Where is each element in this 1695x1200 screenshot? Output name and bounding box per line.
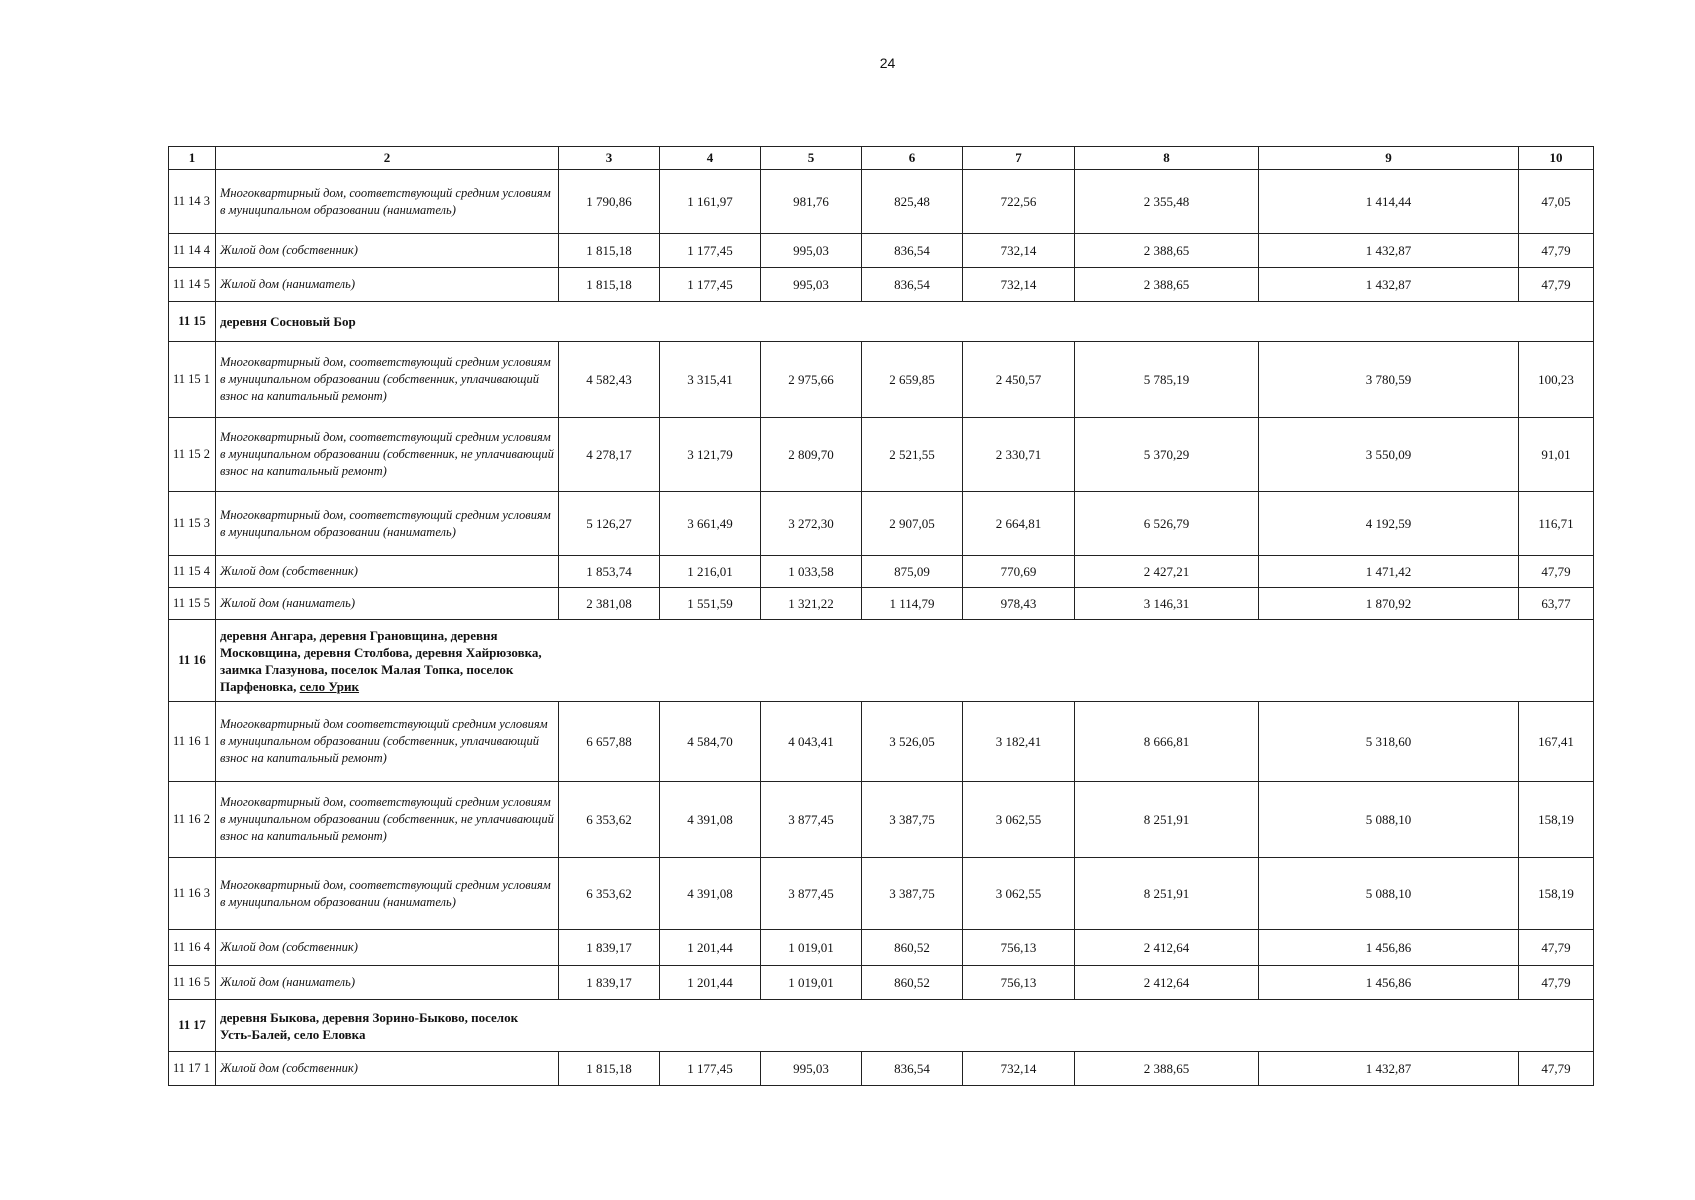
row-value: 2 907,05 <box>862 492 963 556</box>
row-value: 1 456,86 <box>1259 930 1519 966</box>
header-row <box>169 147 1594 170</box>
row-value: 4 582,43 <box>559 342 660 418</box>
row-value: 2 388,65 <box>1075 234 1259 268</box>
row-value: 3 062,55 <box>963 858 1075 930</box>
row-value: 1 839,17 <box>559 930 660 966</box>
table-row <box>169 1052 1594 1086</box>
column-header: 3 <box>559 147 660 170</box>
row-name: Многоквартирный дом, соответствующий средним условиям в муниципальном образовании (наниматель) <box>216 170 559 234</box>
row-value: 732,14 <box>963 234 1075 268</box>
row-value: 836,54 <box>862 1052 963 1086</box>
row-value: 1 853,74 <box>559 556 660 588</box>
row-value: 4 391,08 <box>660 782 761 858</box>
row-value: 5 370,29 <box>1075 418 1259 492</box>
row-value: 3 062,55 <box>963 782 1075 858</box>
row-name: Жилой дом (собственник) <box>216 556 559 588</box>
row-value: 1 815,18 <box>559 268 660 302</box>
row-value: 860,52 <box>862 966 963 1000</box>
row-value: 836,54 <box>862 268 963 302</box>
row-value: 3 387,75 <box>862 858 963 930</box>
table-row <box>169 268 1594 302</box>
column-header: 7 <box>963 147 1075 170</box>
row-value: 3 272,30 <box>761 492 862 556</box>
row-name: Жилой дом (наниматель) <box>216 966 559 1000</box>
row-value: 63,77 <box>1519 588 1594 620</box>
row-value: 981,76 <box>761 170 862 234</box>
row-name: Многоквартирный дом соответствующий средним условиям в муниципальном образовании (собственник, уплачивающий взнос на капитальный ремонт) <box>216 702 559 782</box>
row-code: 11 14 4 <box>169 234 216 268</box>
row-value: 158,19 <box>1519 782 1594 858</box>
row-value: 5 318,60 <box>1259 702 1519 782</box>
row-name: Многоквартирный дом, соответствующий средним условиям в муниципальном образовании (наниматель) <box>216 492 559 556</box>
row-value: 2 659,85 <box>862 342 963 418</box>
row-value: 2 975,66 <box>761 342 862 418</box>
section-title <box>216 1000 1594 1052</box>
table-row <box>169 418 1594 492</box>
row-code: 11 14 3 <box>169 170 216 234</box>
row-value: 1 321,22 <box>761 588 862 620</box>
row-value: 6 353,62 <box>559 858 660 930</box>
row-value: 1 201,44 <box>660 966 761 1000</box>
row-value: 5 088,10 <box>1259 858 1519 930</box>
row-code: 11 15 5 <box>169 588 216 620</box>
row-code: 11 15 2 <box>169 418 216 492</box>
table-row <box>169 966 1594 1000</box>
row-value: 3 315,41 <box>660 342 761 418</box>
row-value: 4 043,41 <box>761 702 862 782</box>
tariff-table <box>168 146 1594 1086</box>
row-value: 91,01 <box>1519 418 1594 492</box>
row-value: 1 432,87 <box>1259 234 1519 268</box>
row-value: 2 355,48 <box>1075 170 1259 234</box>
row-value: 2 427,21 <box>1075 556 1259 588</box>
row-value: 8 251,91 <box>1075 858 1259 930</box>
row-code: 11 16 5 <box>169 966 216 1000</box>
row-value: 4 278,17 <box>559 418 660 492</box>
row-code: 11 16 2 <box>169 782 216 858</box>
section-title <box>216 620 1594 702</box>
row-name: Многоквартирный дом, соответствующий средним условиям в муниципальном образовании (наниматель) <box>216 858 559 930</box>
table-row <box>169 234 1594 268</box>
table-row <box>169 588 1594 620</box>
row-name: Многоквартирный дом, соответствующий средним условиям в муниципальном образовании (собственник, не уплачивающий взнос на капитальный ремонт) <box>216 418 559 492</box>
table-row <box>169 930 1594 966</box>
row-name: Жилой дом (собственник) <box>216 1052 559 1086</box>
row-value: 2 412,64 <box>1075 966 1259 1000</box>
row-value: 8 251,91 <box>1075 782 1259 858</box>
row-value: 995,03 <box>761 1052 862 1086</box>
row-value: 3 146,31 <box>1075 588 1259 620</box>
row-value: 1 177,45 <box>660 268 761 302</box>
row-value: 47,79 <box>1519 1052 1594 1086</box>
page-number: 24 <box>879 55 896 71</box>
section-title <box>216 302 1594 342</box>
row-value: 4 192,59 <box>1259 492 1519 556</box>
section-row <box>169 620 1594 702</box>
row-value: 5 785,19 <box>1075 342 1259 418</box>
row-value: 756,13 <box>963 966 1075 1000</box>
row-code: 11 16 3 <box>169 858 216 930</box>
row-value: 4 584,70 <box>660 702 761 782</box>
row-value: 1 432,87 <box>1259 268 1519 302</box>
section-title-text: деревня Быкова, деревня Зорино-Быково, поселок Усть-Балей, село Еловка <box>220 1009 519 1042</box>
row-value: 1 815,18 <box>559 234 660 268</box>
section-row <box>169 1000 1594 1052</box>
column-header: 2 <box>216 147 559 170</box>
section-title-text: деревня Ангара, деревня Грановщина, деревня Московщина, деревня Столбова, деревня Хайрюзовка, заимка Глазунова, поселок Малая Топка, поселок Парфеновка, <box>220 627 542 694</box>
column-header: 10 <box>1519 147 1594 170</box>
row-name: Многоквартирный дом, соответствующий средним условиям в муниципальном образовании (собственник, уплачивающий взнос на капитальный ремонт) <box>216 342 559 418</box>
table-row <box>169 858 1594 930</box>
table-row <box>169 342 1594 418</box>
row-value: 1 216,01 <box>660 556 761 588</box>
row-value: 1 551,59 <box>660 588 761 620</box>
row-value: 995,03 <box>761 234 862 268</box>
row-value: 6 526,79 <box>1075 492 1259 556</box>
row-value: 770,69 <box>963 556 1075 588</box>
section-code: 11 15 <box>169 302 216 342</box>
row-value: 2 381,08 <box>559 588 660 620</box>
row-value: 756,13 <box>963 930 1075 966</box>
row-value: 158,19 <box>1519 858 1594 930</box>
row-value: 2 664,81 <box>963 492 1075 556</box>
table-row <box>169 782 1594 858</box>
section-code: 11 17 <box>169 1000 216 1052</box>
row-value: 1 114,79 <box>862 588 963 620</box>
row-value: 1 201,44 <box>660 930 761 966</box>
row-value: 1 177,45 <box>660 234 761 268</box>
row-value: 3 877,45 <box>761 858 862 930</box>
row-code: 11 16 1 <box>169 702 216 782</box>
row-value: 2 388,65 <box>1075 268 1259 302</box>
column-header: 9 <box>1259 147 1519 170</box>
row-value: 3 182,41 <box>963 702 1075 782</box>
row-code: 11 17 1 <box>169 1052 216 1086</box>
row-value: 1 432,87 <box>1259 1052 1519 1086</box>
table-row <box>169 170 1594 234</box>
row-value: 2 388,65 <box>1075 1052 1259 1086</box>
row-value: 995,03 <box>761 268 862 302</box>
row-value: 47,79 <box>1519 556 1594 588</box>
row-value: 2 450,57 <box>963 342 1075 418</box>
row-value: 1 839,17 <box>559 966 660 1000</box>
row-code: 11 15 4 <box>169 556 216 588</box>
row-value: 1 033,58 <box>761 556 862 588</box>
row-name: Жилой дом (наниматель) <box>216 588 559 620</box>
row-value: 1 790,86 <box>559 170 660 234</box>
row-value: 47,79 <box>1519 966 1594 1000</box>
row-value: 2 521,55 <box>862 418 963 492</box>
row-code: 11 15 1 <box>169 342 216 418</box>
table-row <box>169 492 1594 556</box>
row-value: 6 657,88 <box>559 702 660 782</box>
row-value: 47,79 <box>1519 930 1594 966</box>
row-value: 3 780,59 <box>1259 342 1519 418</box>
row-name: Жилой дом (наниматель) <box>216 268 559 302</box>
row-value: 1 177,45 <box>660 1052 761 1086</box>
row-value: 2 330,71 <box>963 418 1075 492</box>
row-value: 1 815,18 <box>559 1052 660 1086</box>
row-value: 3 550,09 <box>1259 418 1519 492</box>
row-value: 825,48 <box>862 170 963 234</box>
table-body <box>169 170 1594 1086</box>
row-value: 722,56 <box>963 170 1075 234</box>
row-value: 100,23 <box>1519 342 1594 418</box>
row-value: 5 088,10 <box>1259 782 1519 858</box>
column-header: 8 <box>1075 147 1259 170</box>
row-value: 3 877,45 <box>761 782 862 858</box>
row-value: 3 661,49 <box>660 492 761 556</box>
row-name: Многоквартирный дом, соответствующий средним условиям в муниципальном образовании (собственник, не уплачивающий взнос на капитальный ремонт) <box>216 782 559 858</box>
row-value: 5 126,27 <box>559 492 660 556</box>
row-value: 1 870,92 <box>1259 588 1519 620</box>
row-value: 875,09 <box>862 556 963 588</box>
column-header: 5 <box>761 147 862 170</box>
row-value: 1 471,42 <box>1259 556 1519 588</box>
row-value: 2 809,70 <box>761 418 862 492</box>
row-value: 47,05 <box>1519 170 1594 234</box>
row-value: 732,14 <box>963 1052 1075 1086</box>
row-value: 732,14 <box>963 268 1075 302</box>
row-code: 11 15 3 <box>169 492 216 556</box>
row-value: 3 526,05 <box>862 702 963 782</box>
column-header: 1 <box>169 147 216 170</box>
row-value: 1 414,44 <box>1259 170 1519 234</box>
row-value: 1 161,97 <box>660 170 761 234</box>
section-row <box>169 302 1594 342</box>
row-value: 6 353,62 <box>559 782 660 858</box>
section-title-underlined: село Урик <box>299 678 360 694</box>
row-value: 4 391,08 <box>660 858 761 930</box>
row-value: 3 387,75 <box>862 782 963 858</box>
row-value: 47,79 <box>1519 234 1594 268</box>
row-value: 860,52 <box>862 930 963 966</box>
row-value: 8 666,81 <box>1075 702 1259 782</box>
row-value: 1 019,01 <box>761 966 862 1000</box>
row-name: Жилой дом (собственник) <box>216 234 559 268</box>
row-value: 167,41 <box>1519 702 1594 782</box>
row-value: 116,71 <box>1519 492 1594 556</box>
row-value: 1 019,01 <box>761 930 862 966</box>
row-value: 3 121,79 <box>660 418 761 492</box>
row-code: 11 14 5 <box>169 268 216 302</box>
row-value: 47,79 <box>1519 268 1594 302</box>
row-name: Жилой дом (собственник) <box>216 930 559 966</box>
row-value: 978,43 <box>963 588 1075 620</box>
table-row <box>169 556 1594 588</box>
row-value: 836,54 <box>862 234 963 268</box>
section-title-text: деревня Сосновый Бор <box>220 314 356 329</box>
table-row <box>169 702 1594 782</box>
row-value: 1 456,86 <box>1259 966 1519 1000</box>
column-header: 4 <box>660 147 761 170</box>
section-code: 11 16 <box>169 620 216 702</box>
row-value: 2 412,64 <box>1075 930 1259 966</box>
row-code: 11 16 4 <box>169 930 216 966</box>
column-header: 6 <box>862 147 963 170</box>
